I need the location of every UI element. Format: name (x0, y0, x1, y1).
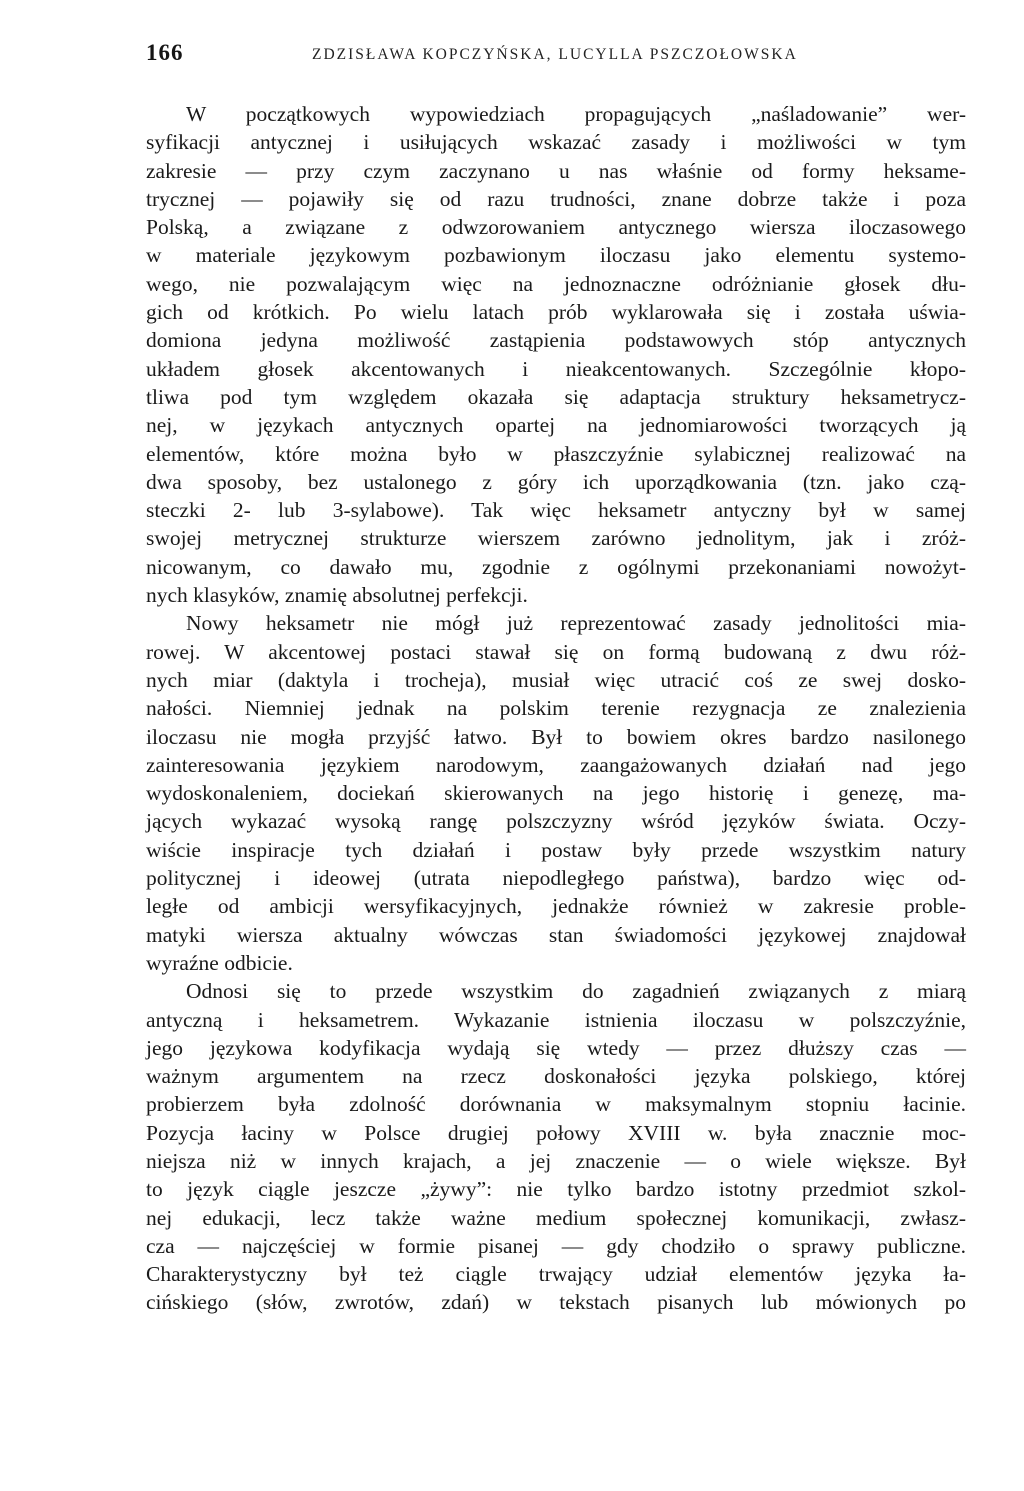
text-line: Charakterystyczny był też ciągle trwający udział elementów języka ła- (146, 1262, 966, 1287)
page-number: 166 (146, 40, 184, 65)
text-line: Polską, a związane z odwzorowaniem antycznego wiersza iloczasowego (146, 215, 966, 240)
text-line: dwa sposoby, bez ustalonego z góry ich uporządkowania (tzn. jako czą- (146, 469, 966, 494)
text-line: trycznej — pojawiły się od razu trudności, znane dobrze także i poza (146, 186, 966, 211)
text-line: jego językowa kodyfikacja wydają się wtedy — przez dłuższy czas — (146, 1035, 966, 1060)
paragraph-2 (146, 609, 966, 977)
text-line: nych miar (daktyla i trocheja), musiał więc utracić coś ze swej dosko- (146, 667, 966, 692)
paragraph-3 (146, 977, 966, 1317)
text-line: niejsza niż w innych krajach, a jej znaczenie — o wiele większe. Był (146, 1148, 966, 1173)
text-line: syfikacji antycznej i usiłujących wskazać zasady i możliwości w tym (146, 130, 966, 155)
text-line: wego, nie pozwalającym więc na jednoznaczne odróżnianie głosek dłu- (146, 271, 966, 296)
text-line: nych klasyków, znamię absolutnej perfekcji. (146, 583, 528, 608)
text-line: cza — najczęściej w formie pisanej — gdy chodziło o sprawy publiczne. (146, 1233, 966, 1258)
text-line: Pozycja łaciny w Polsce drugiej połowy XVIII w. była znacznie moc- (146, 1120, 966, 1145)
text-line: nej edukacji, lecz także ważne medium społecznej komunikacji, zwłasz- (146, 1205, 966, 1230)
text-line: iloczasu nie mogła przyjść łatwo. Był to bowiem okres bardzo nasilonego (146, 724, 966, 749)
text-line: domiona jedyna możliwość zastąpienia podstawowych stóp antycznych (146, 328, 966, 353)
text-line: ległe od ambicji wersyfikacyjnych, jednakże również w zakresie proble- (146, 894, 966, 919)
text-line: nałości. Niemniej jednak na polskim terenie rezygnacja ze znalezienia (146, 696, 966, 721)
text-line: wyraźne odbicie. (146, 950, 293, 975)
text-line: elementów, które można było w płaszczyźnie sylabicznej realizować na (146, 441, 966, 466)
text-line: cińskiego (słów, zwrotów, zdań) w tekstach pisanych lub mówionych po (146, 1290, 966, 1315)
text-line: wiście inspiracje tych działań i postaw były przede wszystkim natury (146, 837, 966, 862)
text-line: wydoskonaleniem, dociekań skierowanych na jego historię i genezę, ma- (146, 781, 966, 806)
text-line: w materiale językowym pozbawionym iloczasu jako elementu systemo- (146, 243, 966, 268)
text-line: ważnym argumentem na rzecz doskonałości języka polskiego, której (146, 1064, 966, 1089)
running-head: ZDZISŁAWA KOPCZYŃSKA, LUCYLLA PSZCZOŁOWSKA (312, 46, 798, 63)
text-line: tliwa pod tym względem okazała się adaptacja struktury heksametrycz- (146, 384, 966, 409)
page-header (146, 40, 966, 80)
text-line: W początkowych wypowiedziach propagujących „naśladowanie” wer- (186, 102, 966, 126)
paragraph-1 (146, 100, 966, 609)
text-line: Odnosi się to przede wszystkim do zagadnień związanych z miarą (186, 979, 966, 1004)
text-line: układem głosek akcentowanych i nieakcentowanych. Szczególnie kłopo- (146, 356, 966, 381)
text-line: zakresie — przy czym zaczynano u nas właśnie od formy heksame- (146, 158, 966, 183)
text-line: zainteresowania językiem narodowym, zaangażowanych działań nad jego (146, 752, 966, 777)
text-line: Nowy heksametr nie mógł już reprezentować zasady jednolitości mia- (186, 611, 966, 636)
text-line: matyki wiersza aktualny wówczas stan świadomości językowej znajdował (146, 922, 966, 947)
text-line: swojej metrycznej strukturze wierszem zarówno jednolitym, jak i zróż- (146, 526, 966, 551)
text-line: to język ciągle jeszcze „żywy”: nie tylko bardzo istotny przedmiot szkol- (146, 1177, 966, 1202)
text-line: jących wykazać wysoką rangę polszczyzny wśród języków świata. Oczy- (146, 809, 966, 834)
text-line: probierzem była zdolność dorównania w maksymalnym stopniu łacinie. (146, 1092, 966, 1117)
text-line: nej, w językach antycznych opartej na jednomiarowości tworzących ją (146, 413, 966, 438)
text-line: rowej. W akcentowej postaci stawał się on formą budowaną z dwu róż- (146, 639, 966, 664)
text-line: politycznej i ideowej (utrata niepodległego państwa), bardzo więc od- (146, 866, 966, 891)
text-line: nicowanym, co dawało mu, zgodnie z ogólnymi przekonaniami nowożyt- (146, 554, 966, 579)
text-line: gich od krótkich. Po wielu latach prób wyklarowała się i została uświa- (146, 300, 966, 325)
text-line: antyczną i heksametrem. Wykazanie istnienia iloczasu w polszczyźnie, (146, 1007, 966, 1032)
text-line: steczki 2- lub 3-sylabowe). Tak więc heksametr antyczny był w samej (146, 498, 966, 523)
body-text (146, 100, 966, 1317)
